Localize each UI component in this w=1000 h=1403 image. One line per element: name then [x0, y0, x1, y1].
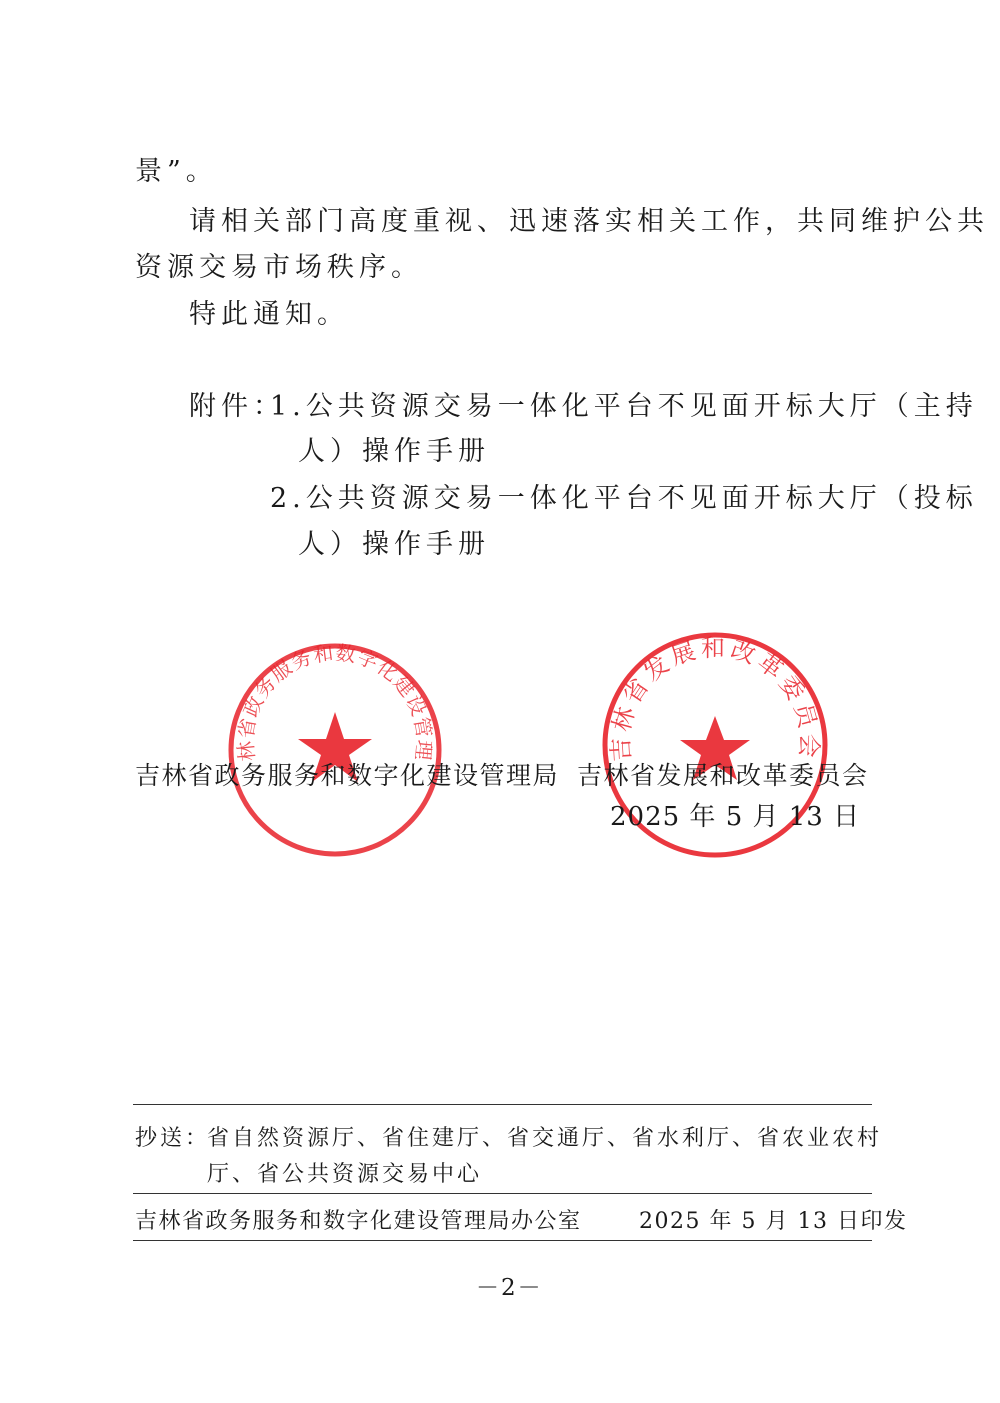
issue-date: 2025 年 5 月 13 日: [610, 802, 861, 832]
official-seal-left: [214, 621, 445, 860]
footer-rule-middle: [133, 1193, 872, 1194]
attachments-label: 附件：: [189, 391, 285, 422]
footer-rule-top: [133, 1104, 872, 1105]
cc-recipients-line-1: 省自然资源厅、省住建厅、省交通厅、省水利厅、省农业农村: [207, 1126, 883, 1151]
attachment-item-2: 2.公共资源交易一体化平台不见面开标大厅（投标: [270, 483, 978, 514]
cc-label: 抄送：: [135, 1126, 211, 1151]
attachment-item-2-cont: 人）操作手册: [298, 529, 490, 560]
svg-text:吉林省政务服务和数字化建设管理局: 吉林省政务服务和数字化建设管理局: [214, 621, 437, 763]
body-line-continuation: 景”。: [135, 156, 218, 187]
attachment-item-1: 1.公共资源交易一体化平台不见面开标大厅（主持: [270, 391, 978, 422]
body-paragraph-line-1: 请相关部门高度重视、迅速落实相关工作，共同维护公共: [189, 206, 989, 237]
cc-recipients-line-2: 厅、省公共资源交易中心: [207, 1162, 483, 1187]
body-paragraph-line-2: 资源交易市场秩序。: [135, 252, 423, 283]
issuer-name-1: 吉林省政务服务和数字化建设管理局: [135, 761, 560, 790]
print-date: 2025 年 5 月 13 日印发: [639, 1209, 908, 1234]
page-number: －2－: [476, 1275, 543, 1301]
closing-phrase: 特此通知。: [189, 299, 349, 330]
attachment-item-1-cont: 人）操作手册: [298, 436, 490, 467]
svg-text:吉林省发展和改革委员会: 吉林省发展和改革委员会: [606, 634, 824, 763]
issuer-name-2: 吉林省发展和改革委员会: [577, 761, 869, 790]
footer-rule-bottom: [133, 1240, 872, 1241]
printing-office: 吉林省政务服务和数字化建设管理局办公室: [135, 1209, 582, 1234]
